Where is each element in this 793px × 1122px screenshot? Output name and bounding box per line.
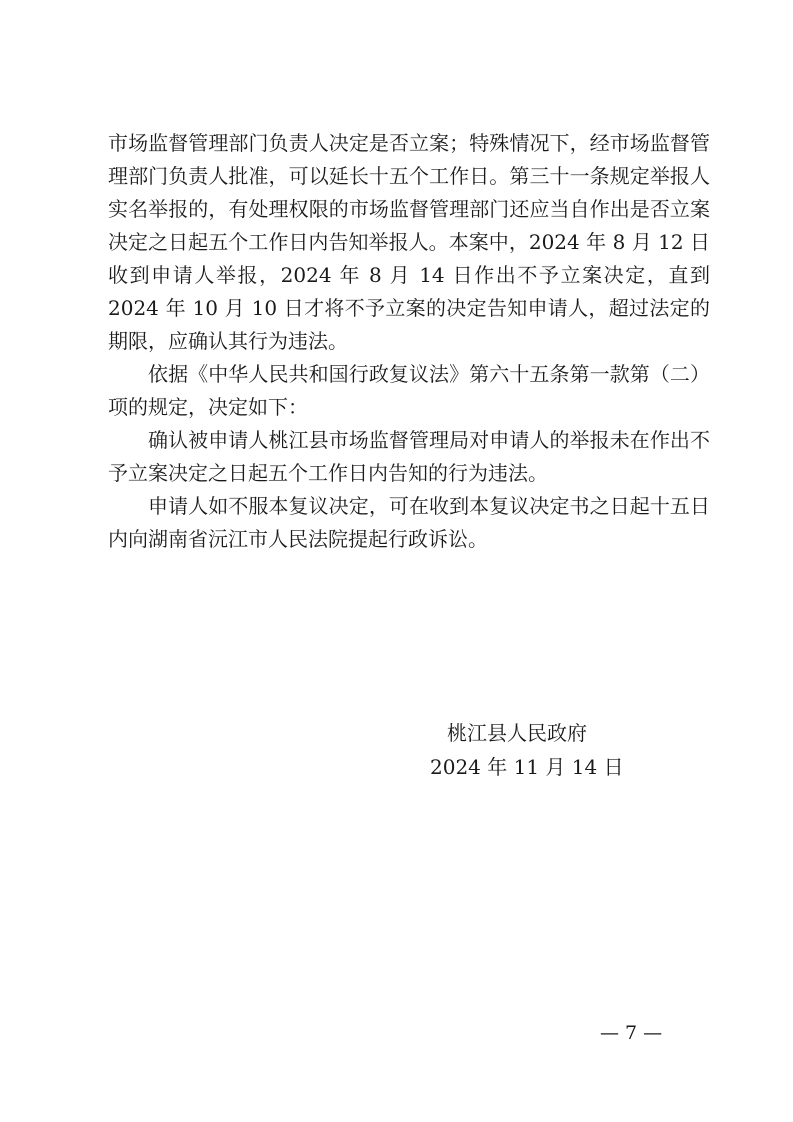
paragraph-decision: 确认被申请人桃江县市场监督管理局对申请人的举报未在作出不予立案决定之日起五个工作日内告知的行为违法。	[108, 428, 710, 485]
document-body	[108, 127, 710, 556]
paragraph-decision-basis: 依据《中华人民共和国行政复议法》第六十五条第一款第（二）项的规定，决定如下：	[108, 362, 710, 419]
issue-date: 2024 年 11 月 14 日	[430, 755, 624, 779]
signature-block	[430, 716, 650, 784]
page-number: — 7 —	[600, 1022, 663, 1044]
paragraph-legal-basis-continuation: 市场监督管理部门负责人决定是否立案；特殊情况下，经市场监督管理部门负责人批准，可以延长十五个工作日。第三十一条规定举报人实名举报的，有处理权限的市场监督管理部门还应当自作出是否立案决定之日起五个工作日内告知举报人。本案中，2024 年 8 月 12 日收到申请人举报，2024 年 8 月 14 日作出不予立案决定，直到 2024 年 10 月 10 日才将不予立案的决定告知申请人，超过法定的期限，应确认其行为违法。	[108, 131, 710, 353]
paragraph-appeal-notice: 申请人如不服本复议决定，可在收到本复议决定书之日起十五日内向湖南省沅江市人民法院提起行政诉讼。	[108, 494, 710, 551]
issuing-organization: 桃江县人民政府	[447, 721, 587, 745]
